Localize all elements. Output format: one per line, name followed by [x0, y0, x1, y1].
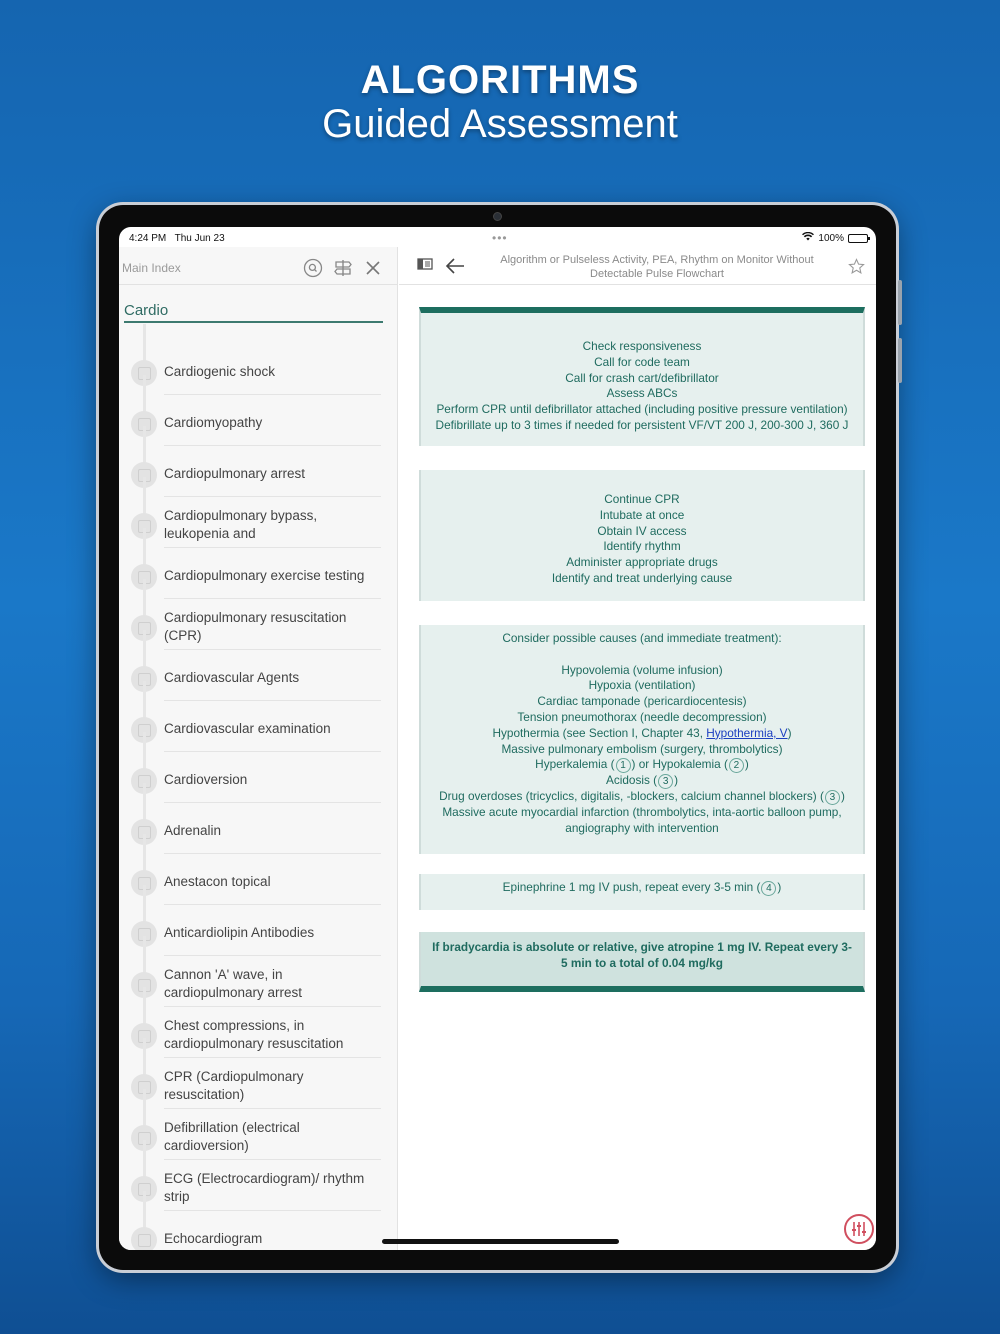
flowchart-line: Obtain IV access	[597, 523, 687, 538]
battery-percent: 100%	[818, 232, 844, 244]
sidebar-list-item[interactable]	[119, 446, 398, 497]
flowchart-line: Intubate at once	[599, 507, 685, 522]
sidebar-item-label: Cardiovascular examination	[164, 707, 381, 752]
main-content	[399, 247, 876, 1250]
status-time: 4:24 PM Thu Jun 23	[129, 233, 225, 244]
volume-down-button	[898, 338, 902, 383]
sidebar-item-label: Anestacon topical	[164, 860, 381, 905]
sidebar-list-item[interactable]	[119, 395, 398, 446]
flowchart-line: Continue CPR	[604, 492, 680, 506]
sidebar-item-label: Echocardiogram	[164, 1217, 381, 1250]
multitask-dots-icon[interactable]: •••	[492, 231, 508, 245]
page-title: Algorithm or Pulseless Activity, PEA, Rhythm on Monitor Without Detectable Pulse Flowchart	[500, 254, 814, 280]
sidebar-list-item[interactable]	[119, 1211, 398, 1250]
reference-badge[interactable]: 2	[729, 758, 744, 773]
sidebar-item-label: Cannon 'A' wave, in cardiopulmonary arrest	[164, 962, 381, 1007]
sidebar-list-item[interactable]	[119, 548, 398, 599]
sidebar-header	[119, 247, 398, 285]
sidebar-list-item[interactable]	[119, 752, 398, 803]
sidebar-list-item[interactable]	[119, 1058, 398, 1109]
cause-item: Acidosis ( 3 )	[605, 773, 679, 788]
item-thumbnail-icon	[131, 1227, 157, 1250]
reference-badge[interactable]: 3	[825, 790, 840, 805]
reference-badge[interactable]: 4	[761, 881, 776, 896]
sidebar-list-item[interactable]	[119, 701, 398, 752]
flowchart-box-causes	[419, 625, 865, 854]
volume-up-button	[898, 280, 902, 325]
sidebar-list-item[interactable]	[119, 599, 398, 650]
sidebar-list	[119, 344, 398, 1250]
flowchart-line: Assess ABCs	[606, 386, 678, 401]
sidebar-list-item[interactable]	[119, 497, 398, 548]
home-indicator[interactable]	[382, 1239, 619, 1244]
sidebar-item-label: ECG (Electrocardiogram)/ rhythm strip	[164, 1166, 381, 1211]
flowchart-line: Identify rhythm	[603, 539, 681, 554]
flowchart	[419, 307, 865, 992]
settings-sliders-icon[interactable]	[844, 1214, 874, 1244]
sidebar	[119, 247, 398, 1250]
sidebar-item-label: Defibrillation (electrical cardioversion)	[164, 1115, 381, 1160]
sidebar-item-label: Cardiopulmonary arrest	[164, 452, 381, 497]
sidebar-item-label: Anticardiolipin Antibodies	[164, 911, 381, 956]
close-icon[interactable]	[363, 258, 383, 278]
sidebar-list-item[interactable]	[119, 650, 398, 701]
flowchart-box-cpr	[419, 470, 865, 601]
sidebar-item-label: Cardiogenic shock	[164, 350, 381, 395]
cause-item: Hypothermia (see Section I, Chapter 43, Hypothermia, V)	[492, 725, 792, 740]
promo-subtitle: Guided Assessment	[322, 102, 678, 146]
sidebar-list-item[interactable]	[119, 854, 398, 905]
sidebar-list-item[interactable]	[119, 956, 398, 1007]
sidebar-item-label: Cardiopulmonary resuscitation (CPR)	[164, 605, 381, 650]
flowchart-box-epinephrine: Epinephrine 1 mg IV push, repeat every 3-5 min ( 4 )	[419, 874, 865, 910]
signpost-icon[interactable]	[333, 258, 353, 278]
cause-item: Massive pulmonary embolism (surgery, thrombolytics)	[501, 741, 783, 756]
cause-item: Hypovolemia (volume infusion)	[561, 662, 723, 677]
sidebar-list-item[interactable]	[119, 803, 398, 854]
flowchart-line: Call for code team	[594, 354, 690, 369]
flowchart-line: Defibrillate up to 3 times if needed for persistent VF/VT 200 J, 200-300 J, 360 J	[435, 417, 849, 432]
wifi-icon	[802, 232, 814, 244]
sidebar-item-label: CPR (Cardiopulmonary resuscitation)	[164, 1064, 381, 1109]
flowchart-line: Identify and treat underlying cause	[551, 570, 733, 585]
back-arrow-icon[interactable]	[445, 258, 465, 279]
sidebar-list-item[interactable]	[119, 1160, 398, 1211]
flowchart-line: Administer appropriate drugs	[566, 555, 718, 570]
cause-item: Drug overdoses (tricyclics, digitalis, -blockers, calcium channel blockers) ( 3 )	[439, 789, 845, 804]
star-icon[interactable]	[848, 258, 865, 280]
screen	[119, 227, 876, 1250]
sidebar-item-label: Cardiovascular Agents	[164, 656, 381, 701]
flowchart-line: Perform CPR until defibrillator attached (including positive pressure ventilation)	[436, 402, 848, 417]
cause-item: Hypoxia (ventilation)	[588, 678, 696, 693]
cause-item: Massive acute myocardial infarction (thrombolytics, inta-aortic balloon pump, angiography with intervention	[442, 805, 842, 836]
sidebar-item-label: Cardiopulmonary bypass, leukopenia and	[164, 503, 381, 548]
reference-badge[interactable]: 1	[616, 758, 631, 773]
battery-icon	[848, 234, 868, 243]
sidebar-item-label: Cardioversion	[164, 758, 381, 803]
flowchart-line: Call for crash cart/defibrillator	[565, 370, 719, 385]
flowchart-line: Check responsiveness	[582, 339, 702, 353]
status-bar	[119, 227, 876, 247]
flowchart-box-atropine: If bradycardia is absolute or relative, give atropine 1 mg IV. Repeat every 3-5 min to a total of 0.04 mg/kg	[419, 932, 865, 992]
tablet-frame	[99, 205, 896, 1270]
sidebar-section-heading: Cardio	[124, 302, 383, 323]
sidebar-item-label: Chest compressions, in cardiopulmonary resuscitation	[164, 1013, 381, 1058]
flowchart-box-initial	[419, 307, 865, 446]
sidebar-toggle-icon[interactable]	[417, 257, 433, 276]
search-icon[interactable]	[303, 258, 323, 278]
sidebar-item-label: Adrenalin	[164, 809, 381, 854]
cause-item: Cardiac tamponade (pericardiocentesis)	[537, 694, 747, 709]
main-header	[399, 247, 876, 285]
sidebar-item-label: Cardiopulmonary exercise testing	[164, 554, 381, 599]
sidebar-list-item[interactable]	[119, 1007, 398, 1058]
reference-badge[interactable]: 3	[658, 774, 673, 789]
status-right	[802, 232, 868, 244]
promo-title: ALGORITHMS	[360, 58, 640, 102]
sidebar-list-item[interactable]	[119, 1109, 398, 1160]
sidebar-list-item[interactable]	[119, 344, 398, 395]
sidebar-title[interactable]: Main Index	[122, 261, 181, 275]
sidebar-item-label: Cardiomyopathy	[164, 401, 381, 446]
cause-item: Tension pneumothorax (needle decompression)	[517, 709, 767, 724]
cause-item: Hyperkalemia ( 1 ) or Hypokalemia ( 2 )	[535, 757, 749, 772]
camera-icon	[493, 212, 502, 221]
sidebar-list-item[interactable]	[119, 905, 398, 956]
causes-heading: Consider possible causes (and immediate treatment):	[502, 631, 782, 645]
hypothermia-link[interactable]: Hypothermia, V	[706, 725, 788, 740]
